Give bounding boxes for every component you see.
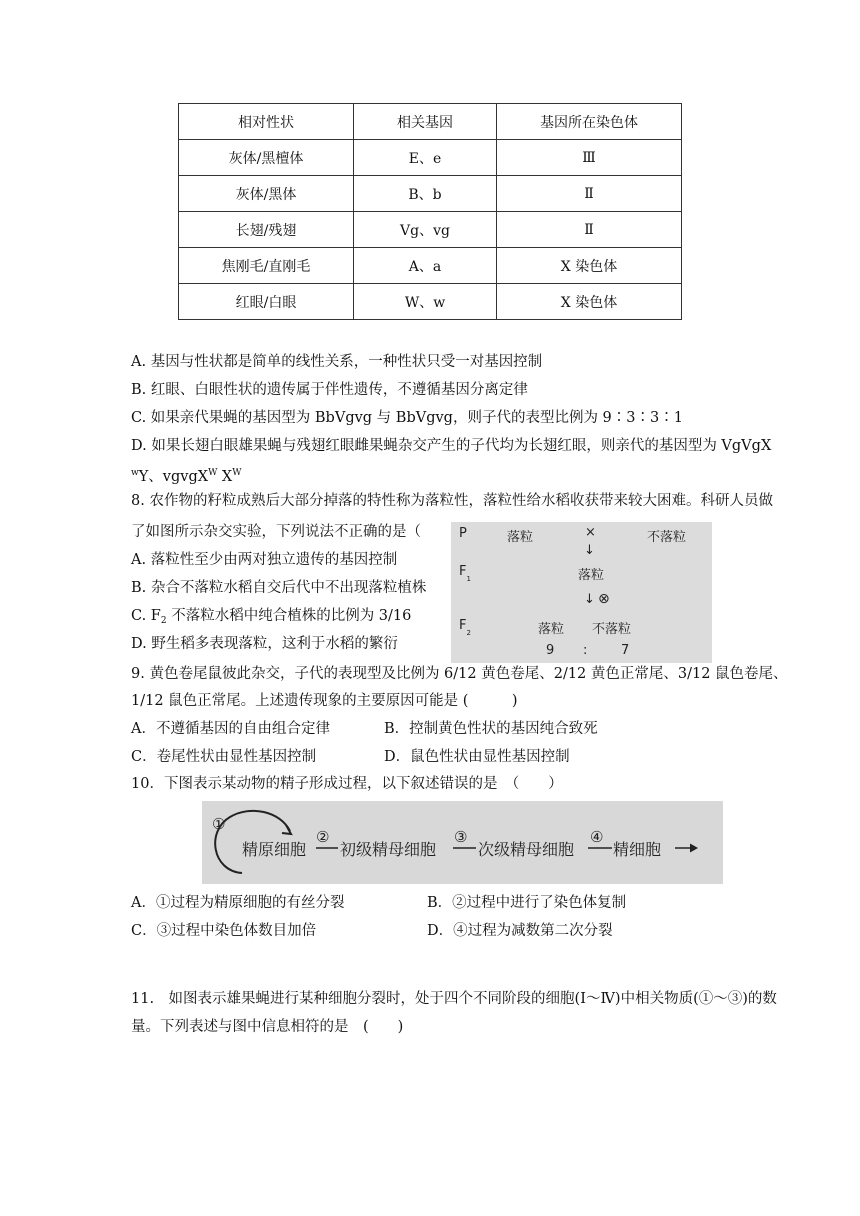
table-header-cell: 基因所在染色体 (497, 104, 682, 140)
q8-option-c (131, 606, 411, 631)
parent-phenotype: 不落粒 (647, 530, 687, 545)
q8-option-a: A. 落粒性至少由两对独立遗传的基因控制 (131, 552, 398, 568)
q8-stem-line1: 8. 农作物的籽粒成熟后大部分掉落的特性称为落粒性，落粒性给水稻收获带来较大困难。科研人员做 (131, 493, 773, 509)
q9-option-b: B．控制黄色性状的基因纯合致死 (384, 721, 598, 737)
q7-option-c: C. 如果亲代果蝇的基因型为 BbVgvg 与 BbVgvg，则子代的表型比例为 9∶3∶3∶1 (131, 410, 683, 426)
f2-phenotype: 落粒 (538, 622, 565, 637)
ratio-value: 9 (546, 643, 555, 658)
q11-stem-line1: 11. 如图表示雄果蝇进行某种细胞分裂时，处于四个不同阶段的细胞(Ⅰ～Ⅳ)中相关物质(①～③)的数 (131, 991, 777, 1007)
generation-letter: F (459, 564, 467, 579)
f1-phenotype: 落粒 (578, 568, 605, 583)
q10-option-b: B．②过程中进行了染色体复制 (427, 895, 627, 911)
table-cell: Ⅲ (497, 140, 682, 176)
generation-label-p: P (459, 526, 467, 541)
subscript: 2 (466, 629, 471, 637)
superscript: W (208, 468, 218, 478)
table-cell: Vg、vg (354, 212, 497, 248)
table-cell: 灰体/黑檀体 (179, 140, 354, 176)
table-row (179, 140, 682, 176)
cross-symbol: × (585, 525, 596, 540)
option-text: 不落粒水稻中纯合植株的比例为 3/16 (166, 608, 412, 624)
cell-spermatogonium: 精原细胞 (242, 840, 307, 859)
q10-stem: 10．下图表示某动物的精子形成过程，以下叙述错误的是 （ ） (131, 776, 563, 792)
table-row (179, 284, 682, 320)
table-header-cell: 相关基因 (354, 104, 497, 140)
table-header-cell: 相对性状 (179, 104, 354, 140)
generation-label-f1 (459, 564, 471, 583)
table-cell: 灰体/黑体 (179, 176, 354, 212)
table-row (179, 212, 682, 248)
q8-stem-line2: 了如图所示杂交实验，下列说法不正确的是（ (131, 524, 421, 540)
q9-option-a: A．不遵循基因的自由组合定律 (131, 721, 330, 737)
table-cell: X 染色体 (497, 284, 682, 320)
table-cell: E、e (354, 140, 497, 176)
cell-spermatid: 精细胞 (613, 840, 662, 859)
q8-option-d: D. 野生稻多表现落粒，这利于水稻的繁衍 (131, 636, 398, 652)
generation-label-f2 (459, 618, 471, 637)
q7-option-a: A. 基因与性状都是简单的线性关系，一种性状只受一对基因控制 (131, 354, 543, 370)
cell-secondary-spermatocyte: 次级精母细胞 (478, 840, 575, 859)
table-header-row (179, 104, 682, 140)
cell-primary-spermatocyte: 初级精母细胞 (340, 840, 437, 859)
table-cell: B、b (354, 176, 497, 212)
table-cell: 长翅/残翅 (179, 212, 354, 248)
q10-option-a: A．①过程为精原细胞的有丝分裂 (131, 895, 345, 911)
superscript: w (131, 468, 139, 478)
subscript: 2 (160, 616, 167, 626)
ratio-value: 7 (621, 643, 630, 658)
q10-option-d: D．④过程为减数第二次分裂 (427, 923, 613, 939)
q10-option-c: C．③过程中染色体数目加倍 (131, 923, 317, 939)
q9-stem-line1: 9. 黄色卷尾鼠彼此杂交，子代的表现型及比例为 6/12 黄色卷尾、2/12 黄色正常尾、3/12 鼠色卷尾、 (131, 666, 788, 682)
subscript: 1 (466, 575, 471, 583)
table-cell: X 染色体 (497, 248, 682, 284)
table-cell: Ⅱ (497, 212, 682, 248)
cross-diagram (451, 522, 712, 663)
f2-phenotype: 不落粒 (592, 622, 632, 637)
q7-option-b: B. 红眼、白眼性状的遗传属于伴性遗传，不遵循基因分离定律 (131, 382, 528, 398)
q9-option-c: C．卷尾性状由显性基因控制 (131, 749, 317, 765)
parent-phenotype: 落粒 (507, 530, 534, 545)
q8-option-b: B. 杂合不落粒水稻自交后代中不出现落粒植株 (131, 580, 427, 596)
step-number: ③ (454, 828, 468, 846)
table-cell: 焦刚毛/直刚毛 (179, 248, 354, 284)
superscript: W (232, 468, 242, 478)
table-row (179, 176, 682, 212)
q7-option-d-line2 (131, 463, 242, 487)
step-number: ④ (590, 828, 604, 846)
q9-stem-line2: 1/12 鼠色正常尾。上述遗传现象的主要原因可能是 ( ) (131, 693, 518, 709)
option-text: C. F (131, 608, 161, 624)
table-cell: Ⅱ (497, 176, 682, 212)
q7-option-d-line1: D. 如果长翅白眼雄果蝇与残翅红眼雌果蝇杂交产生的子代均为长翅红眼，则亲代的基因型为 VgVgX (131, 438, 772, 454)
trait-gene-table (178, 103, 682, 320)
table-cell: 红眼/白眼 (179, 284, 354, 320)
table-cell: W、w (354, 284, 497, 320)
genotype-text: Y、vgvgX (138, 469, 209, 485)
spermatogenesis-diagram (202, 801, 723, 884)
genotype-text: X (217, 469, 233, 485)
selfing-icon: ⊗ (598, 591, 610, 607)
down-arrow-icon: ↓ (584, 543, 595, 558)
q9-option-d: D．鼠色性状由显性基因控制 (384, 749, 570, 765)
step-number: ② (316, 828, 330, 846)
q11-stem-line2: 量。下列表述与图中信息相符的是 ( ) (131, 1019, 404, 1035)
table-row (179, 248, 682, 284)
ratio-colon: : (583, 643, 588, 658)
table-cell: A、a (354, 248, 497, 284)
step-number: ① (212, 815, 226, 833)
down-arrow-icon: ↓ (584, 592, 595, 607)
generation-letter: F (459, 618, 467, 633)
